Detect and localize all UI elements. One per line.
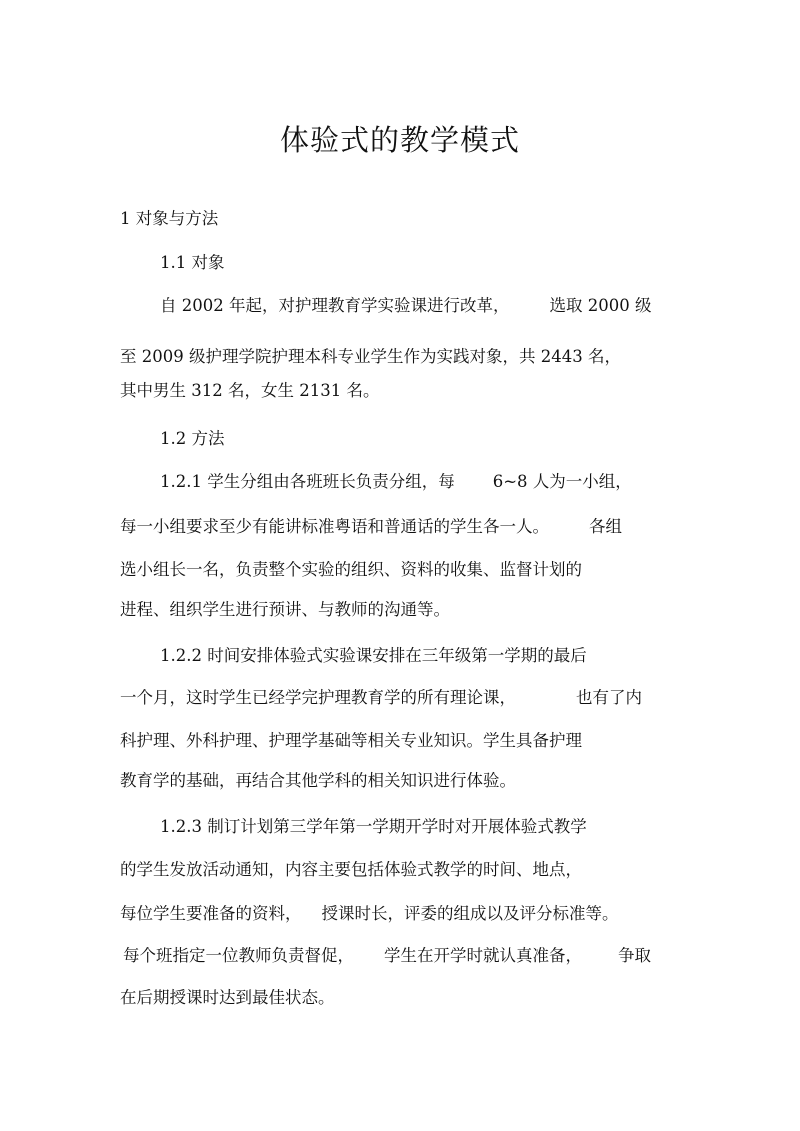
paragraph-line <box>120 903 619 925</box>
paragraph-line <box>123 945 651 967</box>
paragraph-line <box>160 295 651 317</box>
text-segment: 一个月，这时学生已经学完护理教育学的所有理论课， <box>120 688 516 707</box>
text-segment: 每一小组要求至少有能讲标准粤语和普通话的学生各一人。 <box>120 517 549 536</box>
paragraph-line: 其中男生 312 名，女生 2131 名。 <box>120 381 380 400</box>
text-segment: 自 2002 年起，对护理教育学实验课进行改革， <box>160 296 510 315</box>
paragraph-line: 选小组长一名，负责整个实验的组织、资料的收集、监督计划的 <box>120 560 582 579</box>
text-segment: 每个班指定一位教师负责督促， <box>123 946 354 965</box>
paragraph-line: 进程、组织学生进行预讲、与教师的沟通等。 <box>120 600 450 619</box>
text-segment: 也有了内 <box>576 688 642 707</box>
paragraph-line: 1.2.2 时间安排体验式实验课安排在三年级第一学期的最后 <box>160 646 587 665</box>
subsection-heading-1-2: 1.2 方法 <box>160 429 225 448</box>
paragraph-line: 至 2009 级护理学院护理本科专业学生作为实践对象，共 2443 名， <box>120 347 621 366</box>
paragraph-line: 的学生发放活动通知，内容主要包括体验式教学的时间、地点， <box>120 860 582 879</box>
subsection-heading-1-1: 1.1 对象 <box>160 253 225 272</box>
text-segment: 每位学生要准备的资料， <box>120 904 302 923</box>
text-segment: 1.2.1 学生分组由各班班长负责分组，每 <box>160 472 455 491</box>
paragraph-line <box>160 471 632 493</box>
paragraph-line <box>120 687 642 709</box>
text-segment: 学生在开学时就认真准备， <box>384 946 582 965</box>
document-title: 体验式的教学模式 <box>279 123 520 157</box>
text-segment: 授课时长，评委的组成以及评分标准等。 <box>321 904 619 923</box>
paragraph-line: 1.2.3 制订计划第三学年第一学期开学时对开展体验式教学 <box>160 817 587 836</box>
text-segment: 6~8 人为一小组， <box>492 472 632 491</box>
text-segment: 争取 <box>618 946 651 965</box>
paragraph-line <box>120 516 622 538</box>
paragraph-line: 教育学的基础，再结合其他学科的相关知识进行体验。 <box>120 771 516 790</box>
text-segment: 各组 <box>589 517 622 536</box>
text-segment: 选取 2000 级 <box>549 296 652 315</box>
paragraph-line: 在后期授课时达到最佳状态。 <box>120 988 335 1007</box>
paragraph-line: 科护理、外科护理、护理学基础等相关专业知识。学生具备护理 <box>120 731 582 750</box>
section-heading-1: 1 对象与方法 <box>120 209 219 228</box>
